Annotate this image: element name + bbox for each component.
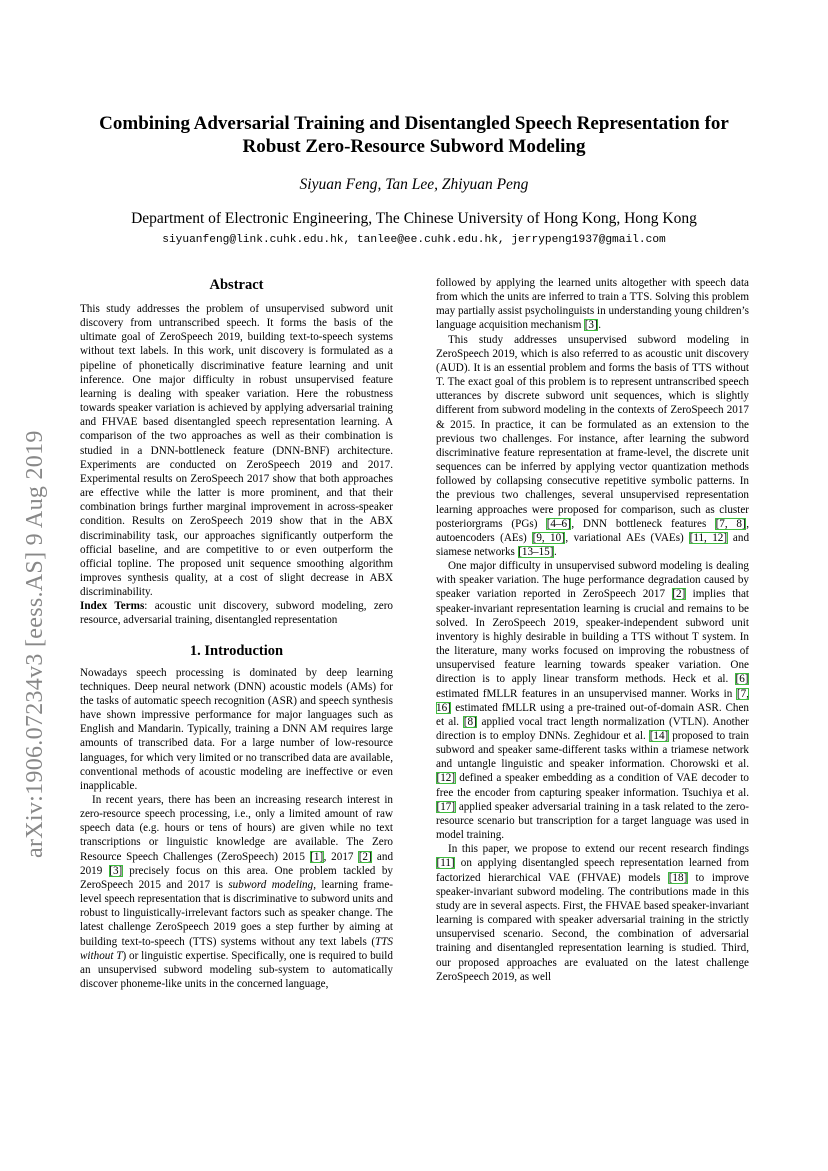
citation-link[interactable]: [14] [649, 730, 669, 742]
text-run: applied vocal tract length normalization (VTLN). Another direction is to employ DNNs. Zeghidour et al. [436, 715, 750, 742]
authors: Siyuan Feng, Tan Lee, Zhiyuan Peng [299, 176, 529, 193]
text-run: , DNN bottleneck features [571, 517, 716, 530]
citation-link[interactable]: [11] [436, 857, 455, 870]
right-paragraph-4 [436, 842, 749, 984]
affiliation: Department of Electronic Engineering, The Chinese University of Hong Kong, Hong Kong [131, 210, 697, 227]
right-paragraph-1 [436, 276, 749, 333]
left-column [80, 270, 393, 991]
text-run: ) or linguistic expertise. Specifically, one is required to build an unsupervised subword modeling sub-system to automatically discover phoneme-like units in the concerned language, [80, 949, 393, 991]
index-terms-label: Index Terms [80, 600, 145, 613]
citation-link[interactable]: [17] [436, 800, 456, 813]
text-run: . [598, 319, 601, 332]
citation-link[interactable]: [12] [436, 772, 456, 785]
citation-link[interactable]: [8] [463, 715, 477, 728]
arxiv-stamp: arXiv:1906.07234v3 [eess.AS] 9 Aug 2019 [22, 430, 48, 858]
right-paragraph-2 [436, 333, 749, 560]
index-terms [80, 599, 393, 627]
citation-link[interactable]: [7, 16] [436, 687, 749, 714]
citation-link[interactable]: [4–6] [546, 517, 571, 530]
text-run: applied speaker adversarial training in a task related to the zero-resource scenario but transcription for a target language was used in model training. [436, 800, 749, 842]
text-run: This study addresses unsupervised subword modeling in ZeroSpeech 2019, which is also referred to as acoustic unit discovery (AUD). It is an essential problem and forms the basis of TTS without T. The exact goal of this problem is to represent untranscribed speech utterances by discrete subword unit sequences, which is slightly different from subword modeling in the contexts of ZeroSpeech 2017 & 2015. In practice, it can be formulated as an extension to the previous two challenges. For instance, after learning the subword discriminative feature representation at frame-level, the discrete unit sequences can be inferred by applying vector quantization methods followed by collapsing consecutive repetitive symbolic patterns. In the previous two challenges, several unsupervised representation learning approaches were proposed for comparison, such as cluster posteriorgrams (PGs) [436, 333, 749, 530]
citation-link[interactable]: [1] [310, 850, 324, 863]
citation-link[interactable]: [2] [672, 588, 686, 601]
emphasis: subword modeling [228, 878, 314, 891]
citation-link[interactable]: [2] [358, 850, 372, 863]
text-run: , autoencoders (AEs) [436, 517, 749, 544]
text-run: precisely focus on this area. One problem tackled by ZeroSpeech 2015 and 2017 is [80, 864, 393, 891]
text-run: to improve speaker-invariant subword modeling. The contributions made in this study are in several aspects. First, the FHVAE based speaker-invariant learning is compared with speaker adversarial training in the strictly unsupervised scenario. Second, the combination of adversarial training and disentangled representation learning is studied. Third, our proposed approaches are evaluated on the latest challenge ZeroSpeech 2019, as well [436, 871, 749, 983]
emails: siyuanfeng@link.cuhk.edu.hk, tanlee@ee.cuhk.edu.hk, jerrypeng1937@gmail.com [162, 234, 666, 246]
text-run: and siamese networks [436, 531, 750, 558]
text-run: , 2017 [323, 850, 359, 863]
citation-link[interactable]: [3] [109, 864, 123, 877]
citation-link[interactable]: [13–15] [518, 545, 554, 558]
text-run: , learning frame-level speech representation that is discriminative to subword units and robust to linguistically-irrelevant factors such as speaker change. The latest challenge ZeroSpeech 2019 goes a step further by aiming at building text-to-speech (TTS) systems without any text labels ( [80, 878, 393, 948]
text-run: One major difficulty in unsupervised subword modeling is dealing with speaker variation. The huge performance degradation caused by speaker variation reported in ZeroSpeech 2017 [436, 560, 749, 601]
abstract-text: This study addresses the problem of unsupervised subword unit discovery from untranscribed speech. It forms the basis of the ultimate goal of ZeroSpeech 2019, building text-to-speech systems without text labels. In this work, unit discovery is formulated as a pipeline of phonetically discriminative feature learning and unit inference. One major difficulty in robust unsupervised feature learning is dealing with speaker variation. Here the robustness towards speaker variation is achieved by applying adversarial training and FHVAE based disentangled speech representation learning. A comparison of the two approaches as well as their combination is studied in a DNN-bottleneck feature (DNN-BNF) architecture. Experiments are conducted on ZeroSpeech 2019 and 2017. Experimental results on ZeroSpeech 2017 show that both approaches are effective while the latter is more prominent, and that their combination brings further marginal improvement in across-speaker condition. Results on ZeroSpeech 2019 show that in the ABX discriminability task, our approaches significantly outperform the official baseline, and are competitive to or even outperform the official topline. The proposed unit sequence smoothing algorithm improves synthesis quality, at a cost of slight decrease in ABX discriminability. [80, 303, 393, 599]
citation-link[interactable]: [11, 12] [689, 531, 728, 544]
text-run: and 2019 [80, 850, 394, 877]
text-run: estimated fMLLR features in an unsupervised manner. Works in [436, 687, 737, 700]
text-run: on applying disentangled speech representation learned from factorized hierarchical VAE (FHVAE) models [436, 857, 749, 884]
intro-heading: 1. Introduction [189, 642, 284, 659]
right-column [436, 276, 749, 984]
citation-link[interactable]: [6] [735, 673, 749, 686]
emphasis: TTS without T [80, 935, 393, 962]
title-line-2: Robust Zero-Resource Subword Modeling [242, 136, 586, 157]
citation-link[interactable]: [3] [584, 319, 598, 332]
citation-link[interactable]: [9, 10] [532, 531, 565, 544]
text-run: estimated fMLLR using a pre-trained out-of-domain ASR. Chen et al. [436, 701, 749, 728]
text-run: proposed to train subword and speaker same-different tasks within a triamese network and untangle linguistic and speaker information. Chorowski et al. [436, 730, 750, 771]
text-run: In recent years, there has been an increasing research interest in zero-resource speech processing, i.e., only a limited amount of raw speech data (e.g. hours or tens of hours) are given while no text transcriptions or linguistic knowledge are available. The Zero Resource Speech Challenges (ZeroSpeech) 2015 [80, 794, 393, 863]
text-run: followed by applying the learned units altogether with speech data from which the units are inferred to train a TTS. Solving this problem may partially assist psycholinguists in understanding young children’s language acquisition mechanism [436, 277, 749, 332]
intro-paragraph-2 [80, 793, 393, 991]
text-run: defined a speaker embedding as a condition of VAE decoder to free the encoder from capturing speaker information. Tsuchiya et al. [436, 772, 749, 799]
citation-link[interactable]: [7, 8] [715, 517, 746, 530]
text-run: implies that speaker-invariant representation learning is crucial and remains to be solved. In ZeroSpeech 2019, speaker-independent subword unit inventory is highly desirable in building a TTS without T system. In the literature, many works focused on improving the robustness of unsupervised feature learning towards speaker variation. One direction is to apply linear transform methods. Heck et al. [436, 588, 750, 686]
citation-link[interactable]: [18] [668, 871, 688, 884]
text-run: , variational AEs (VAEs) [565, 531, 690, 544]
index-terms-text: : acoustic unit discovery, subword modeling, zero resource, adversarial training, disentangled representation [80, 600, 393, 627]
paper-title [60, 112, 768, 158]
intro-paragraph-1: Nowadays speech processing is dominated by deep learning techniques. Deep neural network (DNN) acoustic models (AMs) for the tasks of automatic speech recognition (ASR) and speech synthesis have shown impressive performance for major languages such as English and Mandarin. Typically, training a DNN AM requires large amounts of transcribed data. For a large number of low-resource languages, for which very limited or no transcribed data are available, conventional methods of acoustic modeling are ineffective or even inapplicable. [80, 666, 393, 792]
right-paragraph-3 [436, 559, 749, 842]
abstract-heading: Abstract [209, 277, 264, 293]
text-run: . [553, 545, 557, 558]
title-line-1: Combining Adversarial Training and Disentangled Speech Representation for [99, 113, 729, 134]
text-run: In this paper, we propose to extend our recent research findings [448, 843, 749, 856]
